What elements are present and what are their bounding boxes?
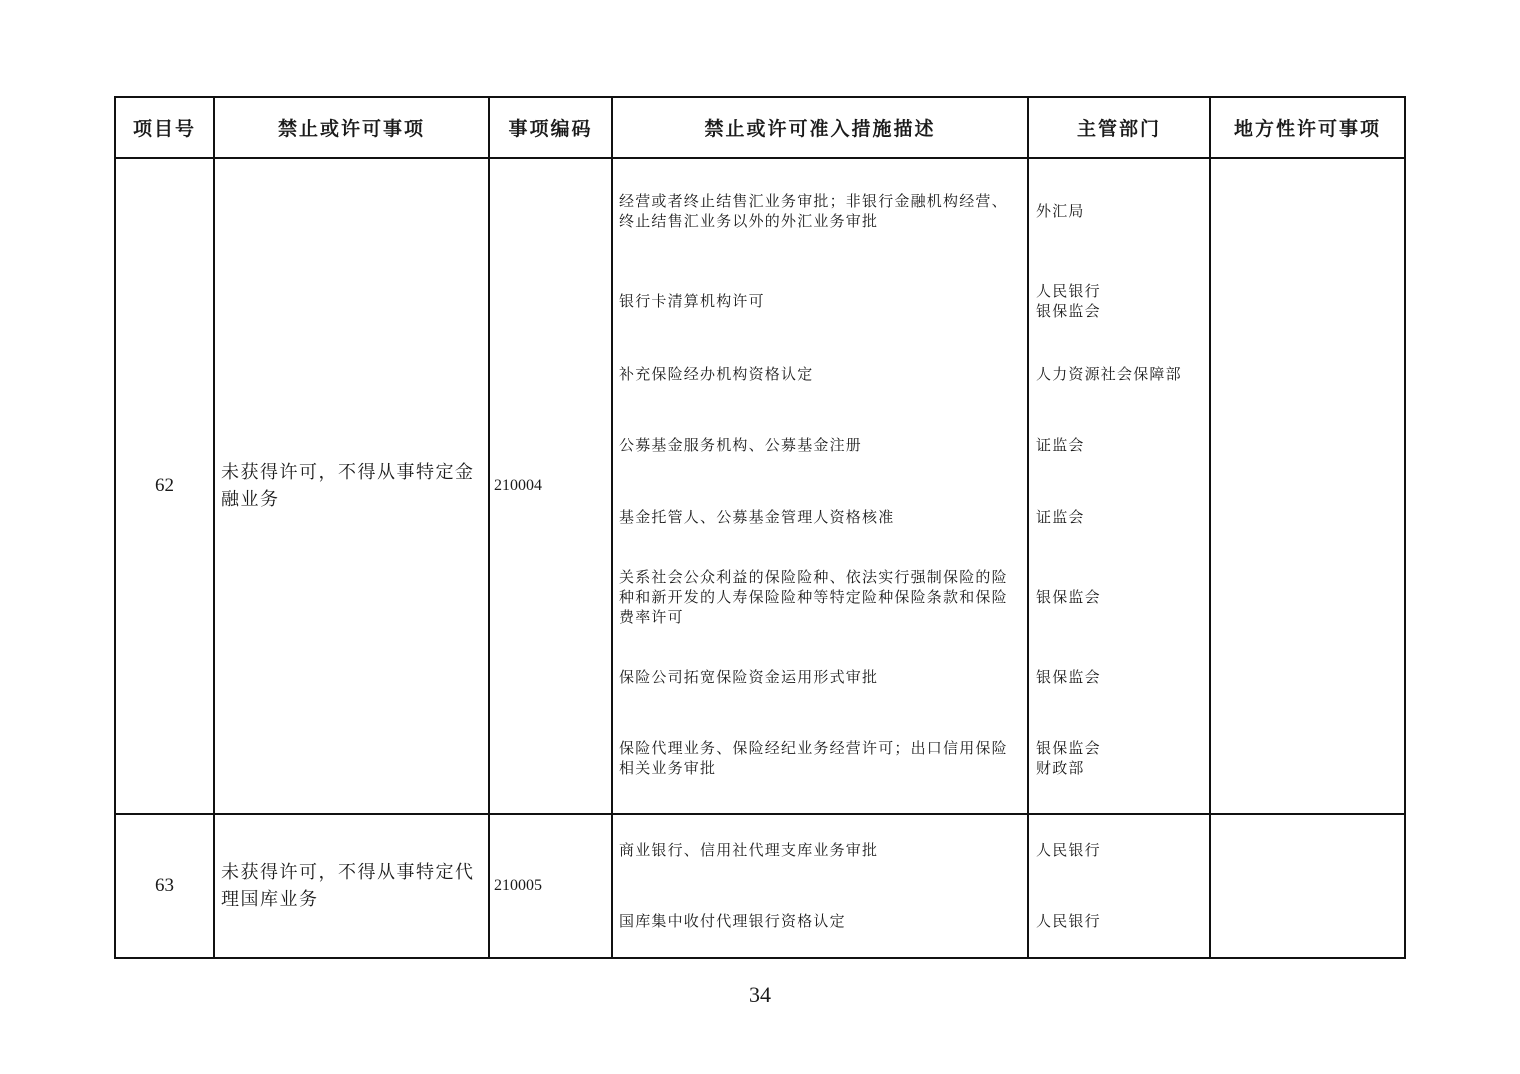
department-names: [1029, 201, 1092, 221]
header-department: 主管部门: [1028, 97, 1210, 158]
page-number: 34: [749, 982, 771, 1007]
header-local-item: 地方性许可事项: [1210, 97, 1405, 158]
department-name: 人力资源社会保障部: [1036, 365, 1182, 383]
department-names: [1029, 587, 1108, 607]
department-name: 证监会: [1036, 436, 1085, 454]
measure-description-cell: [612, 814, 1028, 958]
department-name: 外汇局: [1036, 202, 1085, 220]
measure-description: [613, 641, 1027, 713]
measure-department: [1029, 885, 1209, 957]
row-item: 未获得许可，不得从事特定代理国库业务: [214, 814, 489, 958]
department-name: 财政部: [1036, 759, 1085, 777]
department-name: 银保监会: [1036, 668, 1101, 686]
table-header-row: [115, 97, 1405, 158]
measure-department: [1029, 481, 1209, 553]
measure-department: [1029, 263, 1209, 339]
row-item: 未获得许可，不得从事特定金融业务: [214, 158, 489, 814]
department-name: 人民银行: [1036, 912, 1101, 930]
department-names: [1029, 738, 1108, 778]
department-name: 人民银行: [1036, 282, 1101, 300]
department-names: [1029, 911, 1108, 931]
measure-description: [613, 263, 1027, 339]
department-name: 银保监会: [1036, 302, 1101, 320]
table-row: [115, 158, 1405, 814]
measure-description: [613, 409, 1027, 481]
measure-description: [613, 159, 1027, 263]
header-measure-description: 禁止或许可准入措施描述: [612, 97, 1028, 158]
measure-department: [1029, 713, 1209, 803]
measure-description-text: 关系社会公众利益的保险险种、依法实行强制保险的险种和新开发的人寿保险险种等特定险种保险条款和保险费率许可: [619, 568, 1008, 626]
header-code: 事项编码: [489, 97, 612, 158]
local-item-cell: [1210, 158, 1405, 814]
measure-description-text: 商业银行、信用社代理支库业务审批: [619, 841, 879, 859]
measure-department: [1029, 553, 1209, 641]
department-names: [1029, 281, 1108, 321]
measure-department: [1029, 339, 1209, 409]
measure-description-text: 基金托管人、公募基金管理人资格核准: [619, 508, 895, 526]
row-number: 62: [115, 158, 214, 814]
measure-description: [613, 481, 1027, 553]
measure-department: [1029, 409, 1209, 481]
department-name: 证监会: [1036, 508, 1085, 526]
row-code: 210005: [489, 814, 612, 958]
header-item: 禁止或许可事项: [214, 97, 489, 158]
measure-description-text: 保险公司拓宽保险资金运用形式审批: [619, 668, 879, 686]
row-number: 63: [115, 814, 214, 958]
department-names: [1029, 840, 1108, 860]
department-names: [1029, 435, 1092, 455]
table-row: [115, 814, 1405, 958]
row-code: 210004: [489, 158, 612, 814]
department-cell: [1028, 814, 1210, 958]
measure-description-text: 公募基金服务机构、公募基金注册: [619, 436, 863, 454]
department-name: 人民银行: [1036, 841, 1101, 859]
measure-description-text: 经营或者终止结售汇业务审批；非银行金融机构经营、终止结售汇业务以外的外汇业务审批: [619, 192, 1008, 230]
measure-department: [1029, 159, 1209, 263]
department-names: [1029, 364, 1189, 384]
local-item-cell: [1210, 814, 1405, 958]
measure-department: [1029, 641, 1209, 713]
measure-description: [613, 339, 1027, 409]
measure-description-text: 国库集中收付代理银行资格认定: [619, 912, 846, 930]
department-name: 银保监会: [1036, 588, 1101, 606]
measure-description: [613, 553, 1027, 641]
measure-description-text: 补充保险经办机构资格认定: [619, 365, 814, 383]
department-names: [1029, 667, 1108, 687]
measure-description: [613, 815, 1027, 885]
measure-description: [613, 713, 1027, 803]
measure-description-text: 银行卡清算机构许可: [619, 292, 765, 310]
header-project-number: 项目号: [115, 97, 214, 158]
department-name: 银保监会: [1036, 739, 1101, 757]
measure-description-cell: [612, 158, 1028, 814]
measure-department: [1029, 815, 1209, 885]
permit-table: [114, 96, 1406, 959]
department-cell: [1028, 158, 1210, 814]
measure-description: [613, 885, 1027, 957]
measure-description-text: 保险代理业务、保险经纪业务经营许可；出口信用保险相关业务审批: [619, 739, 1008, 777]
department-names: [1029, 507, 1092, 527]
